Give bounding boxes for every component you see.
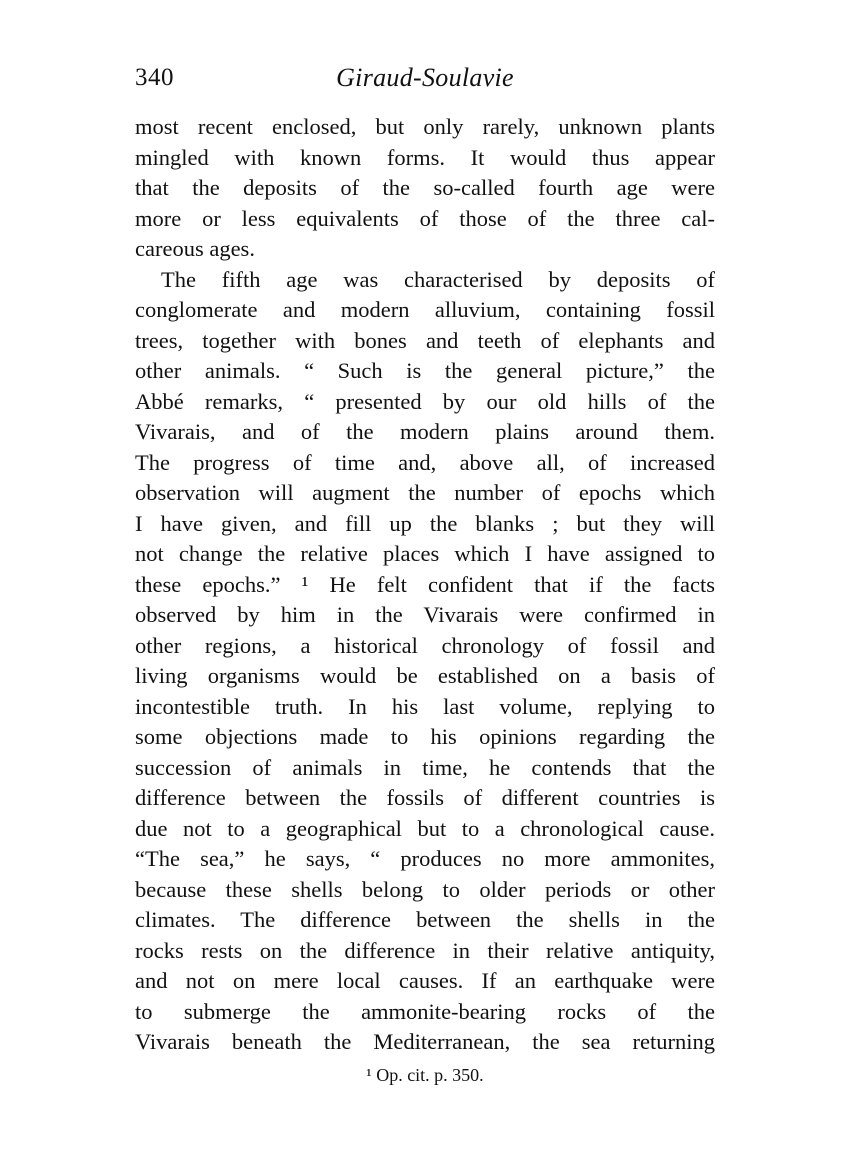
text-line: climates. The difference between the shells in the [135,907,715,932]
text-line: other regions, a historical chronology of fossil and [135,632,715,658]
text-line: due not to a geographical but to a chronological cause. [135,815,715,841]
text-line: trees, together with bones and teeth of elephants and [135,327,715,353]
text-line: because these shells belong to older periods or other [135,876,715,902]
text-line: most recent enclosed, but only rarely, unknown plants [135,114,715,139]
text-line: incontestible truth. In his last volume, replying to [135,693,715,719]
text-line: I have given, and fill up the blanks ; but they will [135,510,715,536]
text-line: observation will augment the number of epochs which [135,480,715,505]
text-line: to submerge the ammonite-bearing rocks of the [135,998,715,1024]
text-line: careous ages. [135,236,255,261]
text-line: that the deposits of the so-called fourth age were [135,175,715,200]
text-line: Vivarais, and of the modern plains around them. [135,419,715,444]
text-line: more or less equivalents of those of the three cal- [135,205,715,231]
text-line: Vivarais beneath the Mediterranean, the sea returning [135,1029,715,1054]
text-line: succession of animals in time, he contends that the [135,754,715,780]
text-line: living organisms would be established on a basis of [135,663,715,688]
text-line: mingled with known forms. It would thus appear [135,144,715,170]
text-line: Abbé remarks, “ presented by our old hills of the [135,388,715,414]
text-line: rocks rests on the difference in their relative antiquity, [135,937,715,963]
text-line: not change the relative places which I have assigned to [135,541,715,566]
text-line: The progress of time and, above all, of increased [135,449,715,475]
text-line: observed by him in the Vivarais were confirmed in [135,602,715,627]
text-line: and not on mere local causes. If an earthquake were [135,968,715,993]
text-line: these epochs.” ¹ He felt confident that if the facts [135,571,715,597]
running-head [135,60,715,96]
text-line: The fifth age was characterised by deposits of [161,266,715,292]
running-title: Giraud-Soulavie [336,63,514,92]
text-line: some objections made to his opinions regarding the [135,724,715,749]
text-line: other animals. “ Such is the general picture,” the [135,358,715,383]
text-line: “The sea,” he says, “ produces no more ammonites, [135,846,715,871]
body-text [135,112,715,1058]
text-line: conglomerate and modern alluvium, containing fossil [135,297,715,322]
text-line: difference between the fossils of different countries is [135,785,715,810]
page-number: 340 [135,64,174,91]
footnote: ¹ Op. cit. p. 350. [366,1065,484,1085]
